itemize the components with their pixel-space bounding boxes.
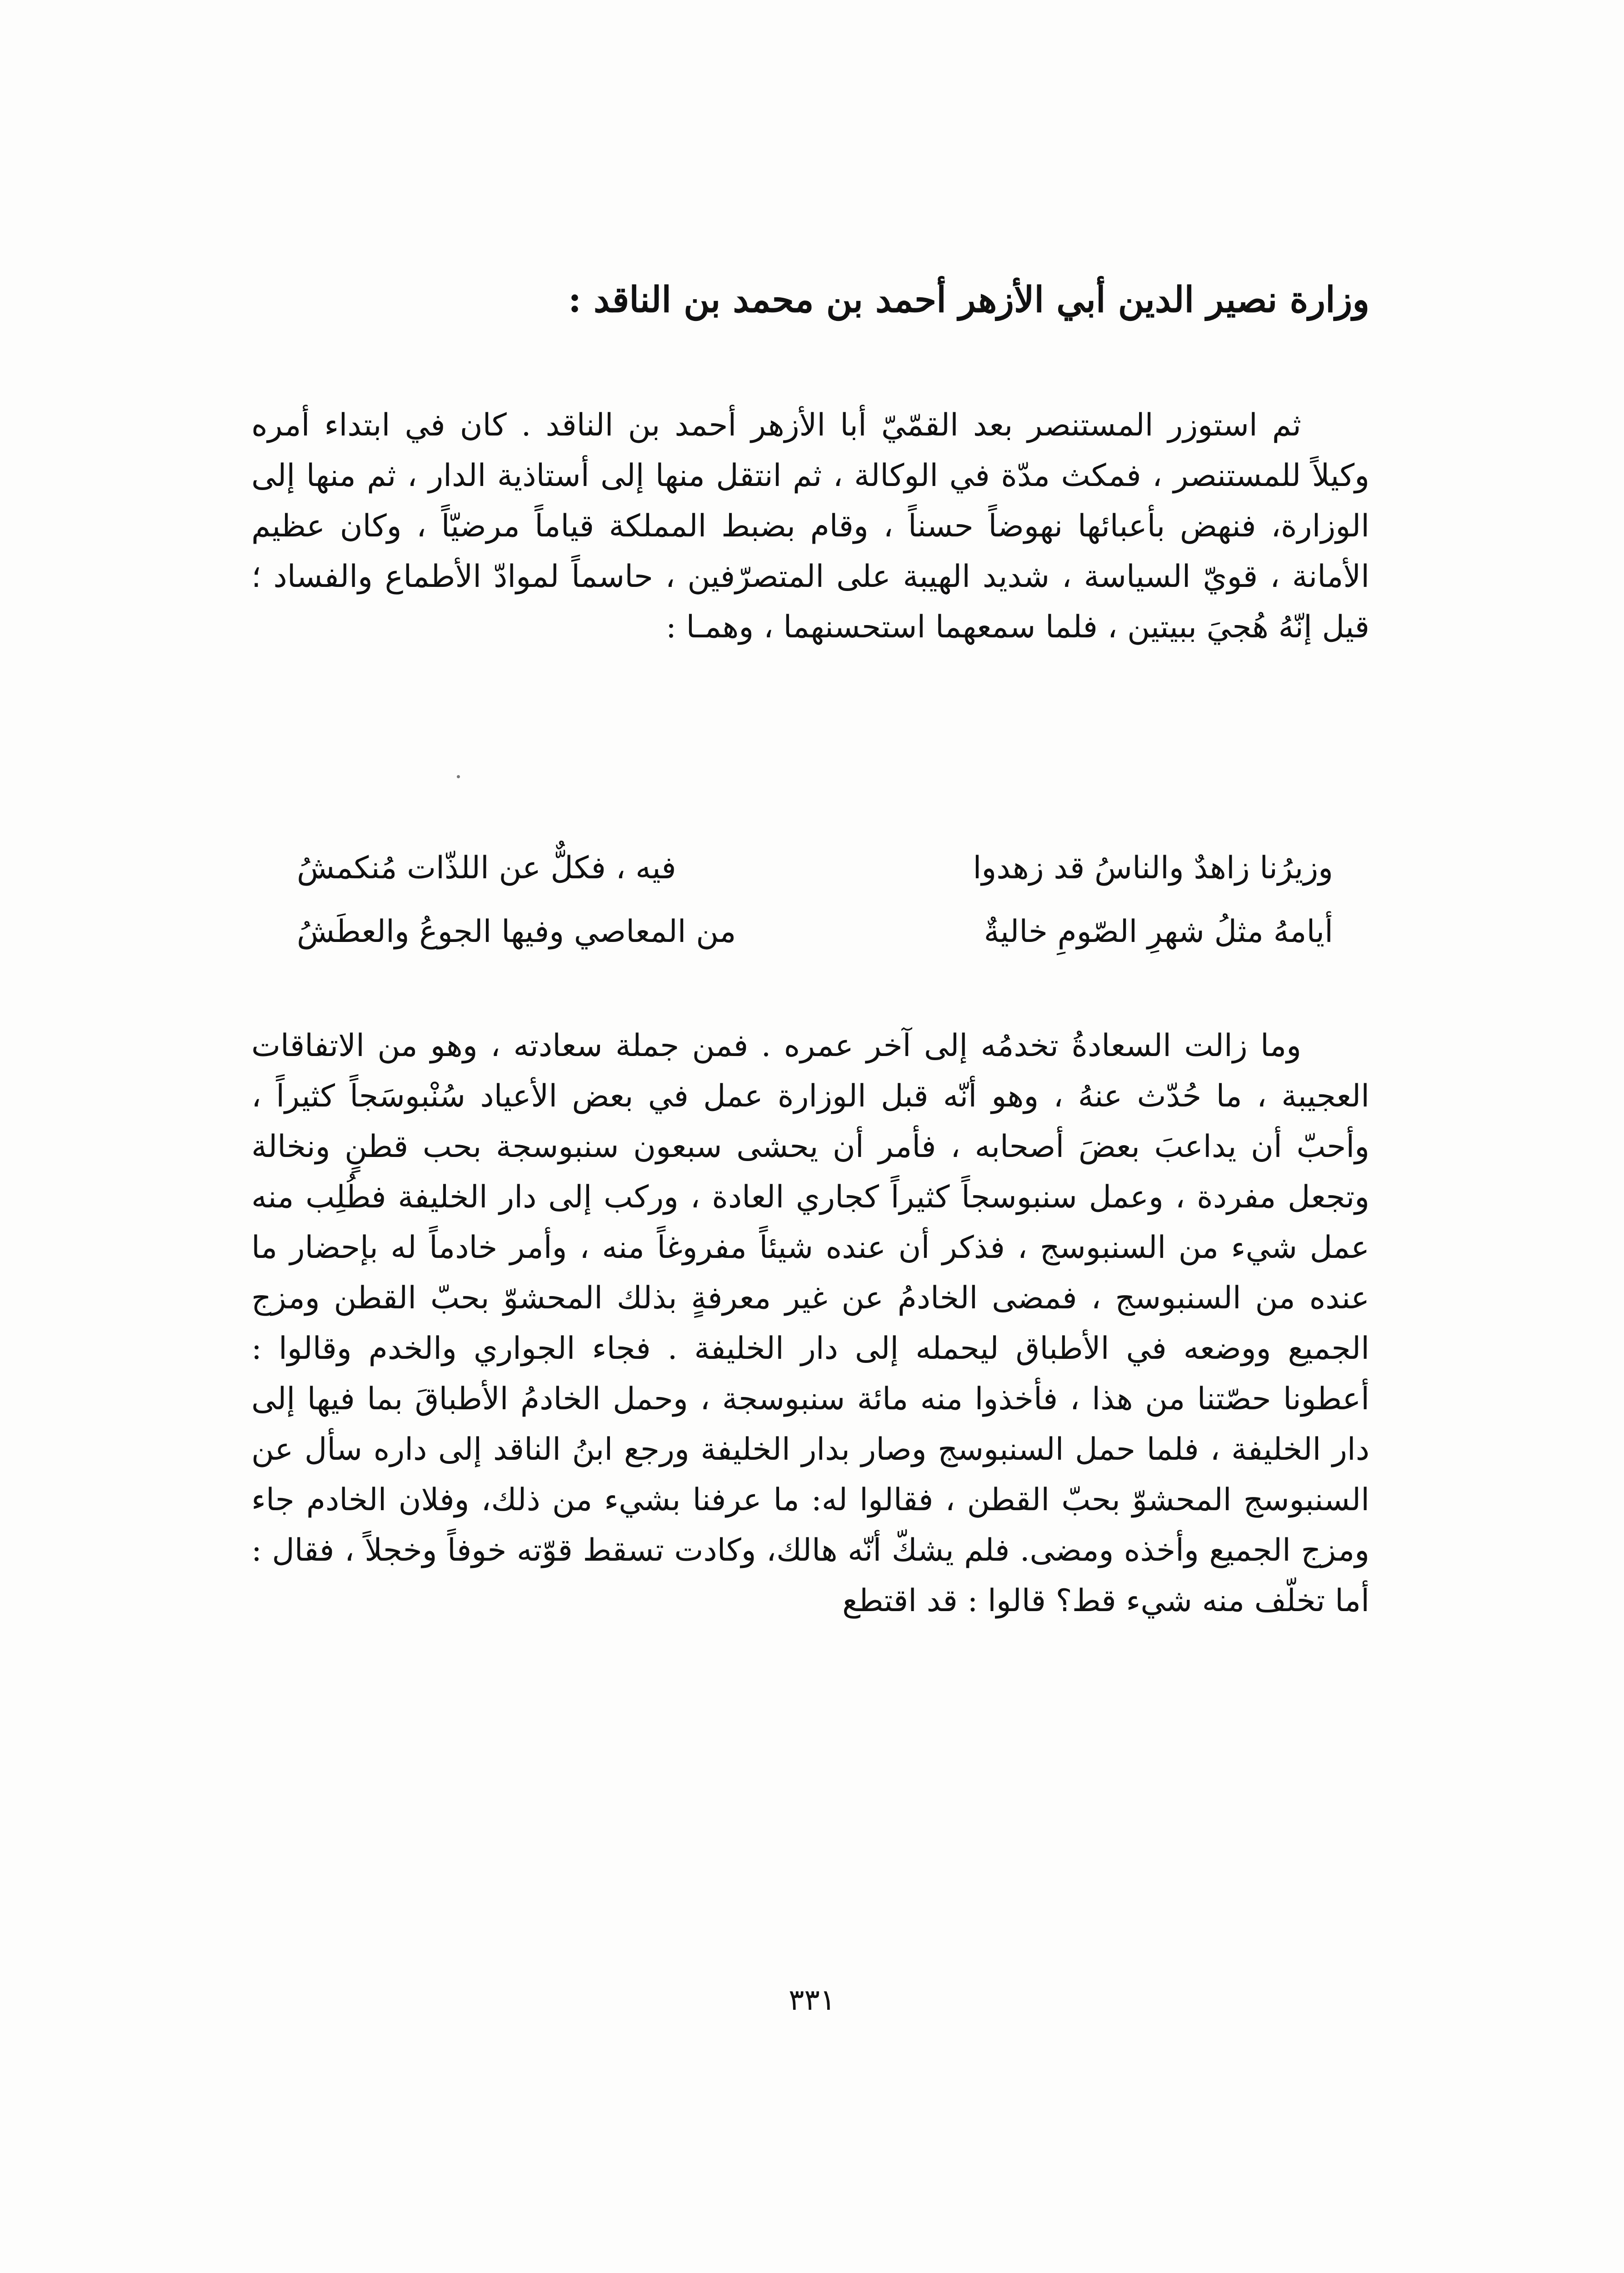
paragraph-1 <box>251 400 1369 652</box>
verse-1-second-hemistich: فيه ، فكلٌّ عن اللذّات مُنكمشُ <box>297 850 676 886</box>
paragraph-1-text: ثم استوزر المستنصر بعد القمّيّ أبا الأزهر أحمد بن الناقد . كان في ابتداء أمره وكيلاً للمستنصر ، فمكث مدّة في الوكالة ، ثم انتقل منها إلى أستاذية الدار ، ثم منها إلى الوزارة، فنهض بأعبائها نهوضاً حسناً ، وقام بضبط المملكة قياماً مرضيّاً ، وكان عظيم الأمانة ، قويّ السياسة ، شديد الهيبة على المتصرّفين ، حاسماً لموادّ الأطماع والفساد ؛ قيل إنّهُ هُجيَ ببيتين ، فلما سمعهما استحسنهما ، وهمـا : <box>251 407 1369 645</box>
section-heading: وزارة نصير الدين أبي الأزهر أحمد بن محمد بن الناقد : <box>568 279 1369 320</box>
verse-2-first-hemistich: أيامهُ مثلُ شهرِ الصّومِ خاليةٌ <box>984 914 1333 950</box>
paragraph-2 <box>251 1021 1369 1626</box>
paragraph-2-text: وما زالت السعادةُ تخدمُه إلى آخر عمره . فمن جملة سعادته ، وهو من الاتفاقات العجيبة ، ما حُدّث عنهُ ، وهو أنّه قبل الوزارة عمل في بعض الأعياد سُنْبوسَجاً كثيراً ، وأحبّ أن يداعبَ بعضَ أصحابه ، فأمر أن يحشى سبعون سنبوسجة بحب قطنٍ ونخالة وتجعل مفردة ، وعمل سنبوسجاً كثيراً كجاري العادة ، وركب إلى دار الخليفة فطُلِب منه عمل شيء من السنبوسج ، فذكر أن عنده شيئاً مفروغاً منه ، وأمر خادماً له بإحضار ما عنده من السنبوسج ، فمضى الخادمُ عن غير معرفةٍ بذلك المحشوّ بحبّ القطن ومزج الجميع ووضعه في الأطباق ليحمله إلى دار الخليفة . فجاء الجواري والخدم وقالوا : أعطونا حصّتنا من هذا ، فأخذوا منه مائة سنبوسجة ، وحمل الخادمُ الأطباقَ بما فيها إلى دار الخليفة ، فلما حمل السنبوسج وصار بدار الخليفة ورجع ابنُ الناقد إلى داره سأل عن السنبوسج المحشوّ بحبّ القطن ، فقالوا له: ما عرفنا بشيء من ذلك، وفلان الخادم جاء ومزج الجميع وأخذه ومضى. فلم يشكّ أنّه هالك، وكادت تسقط قوّته خوفاً وخجلاً ، فقال : أما تخلّف منه شيء قط؟ قالوا : قد اقتطع <box>251 1028 1369 1619</box>
verse-1-first-hemistich: وزيرُنا زاهدٌ والناسُ قد زهدوا <box>973 850 1333 886</box>
ink-speck <box>457 775 460 778</box>
verse-2-second-hemistich: من المعاصي وفيها الجوعُ والعطَشُ <box>297 914 736 950</box>
page-number: ٣٣١ <box>788 1983 836 2017</box>
